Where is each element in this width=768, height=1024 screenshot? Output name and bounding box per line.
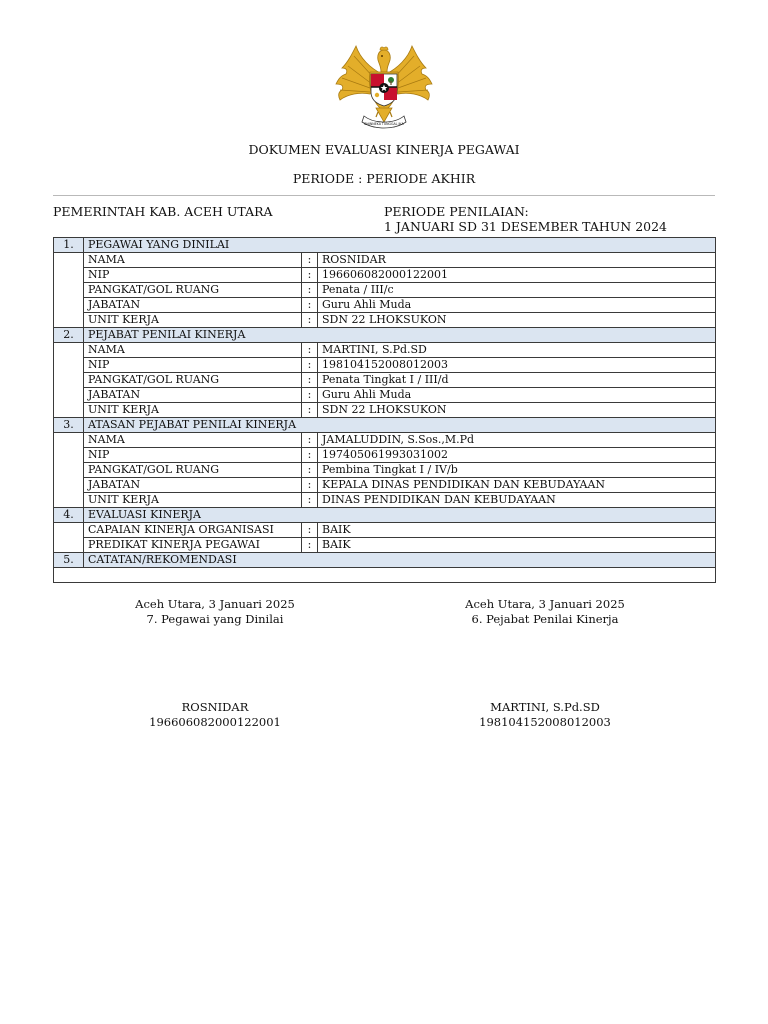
period-title: PERIODE : PERIODE AKHIR: [292, 171, 476, 186]
number-spacer: [54, 253, 84, 328]
separator: :: [302, 313, 318, 328]
signatory-name: ROSNIDAR: [181, 700, 249, 714]
table-row: [54, 463, 716, 478]
notes-row: [54, 568, 716, 583]
field-label: NAMA: [84, 433, 302, 448]
separator: :: [302, 493, 318, 508]
section-title: PEGAWAI YANG DINILAI: [84, 238, 716, 253]
signature-place-date: Aceh Utara, 3 Januari 2025: [135, 597, 295, 611]
separator: :: [302, 448, 318, 463]
field-value: MARTINI, S.Pd.SD: [318, 343, 716, 358]
field-label: NIP: [84, 448, 302, 463]
field-label: JABATAN: [84, 478, 302, 493]
field-value: 196606082000122001: [318, 268, 716, 283]
field-value: Penata Tingkat I / III/d: [318, 373, 716, 388]
field-value: SDN 22 LHOKSUKON: [318, 313, 716, 328]
header-divider: [53, 195, 715, 196]
assessment-period-label: PERIODE PENILAIAN:: [384, 204, 529, 219]
assessor-signature-header: [385, 597, 705, 627]
field-label: CAPAIAN KINERJA ORGANISASI: [84, 523, 302, 538]
table-row: [54, 373, 716, 388]
field-value: ROSNIDAR: [318, 253, 716, 268]
separator: :: [302, 253, 318, 268]
field-label: PANGKAT/GOL RUANG: [84, 373, 302, 388]
signatory-nip: 196606082000122001: [149, 715, 281, 729]
section-title: CATATAN/REKOMENDASI: [84, 553, 716, 568]
separator: :: [302, 283, 318, 298]
evaluation-table: [53, 237, 716, 583]
separator: :: [302, 298, 318, 313]
separator: :: [302, 478, 318, 493]
field-label: JABATAN: [84, 388, 302, 403]
field-label: PANGKAT/GOL RUANG: [84, 283, 302, 298]
separator: :: [302, 268, 318, 283]
table-row: [54, 298, 716, 313]
section-header-supervisor: [54, 418, 716, 433]
table-row: [54, 268, 716, 283]
svg-text:BHINNEKA TUNGGAL IKA: BHINNEKA TUNGGAL IKA: [364, 122, 404, 126]
field-value: BAIK: [318, 538, 716, 553]
section-number: 3.: [54, 418, 84, 433]
field-value: 198104152008012003: [318, 358, 716, 373]
separator: :: [302, 373, 318, 388]
section-header-evaluation: [54, 508, 716, 523]
section-title: PEJABAT PENILAI KINERJA: [84, 328, 716, 343]
section-header-assessor: [54, 328, 716, 343]
field-label: PREDIKAT KINERJA PEGAWAI: [84, 538, 302, 553]
assessment-period: [384, 204, 667, 234]
section-header-employee: [54, 238, 716, 253]
field-value: Pembina Tingkat I / IV/b: [318, 463, 716, 478]
signature-role: 6. Pejabat Penilai Kinerja: [471, 612, 619, 626]
field-value: 197405061993031002: [318, 448, 716, 463]
field-label: NIP: [84, 268, 302, 283]
field-value: Penata / III/c: [318, 283, 716, 298]
garuda-pancasila-emblem-icon: [334, 44, 434, 132]
table-row: [54, 283, 716, 298]
section-number: 5.: [54, 553, 84, 568]
field-label: NAMA: [84, 343, 302, 358]
employee-signature-block: [55, 700, 375, 730]
separator: :: [302, 403, 318, 418]
field-label: UNIT KERJA: [84, 313, 302, 328]
notes-content: [54, 568, 716, 583]
table-row: [54, 493, 716, 508]
section-title: EVALUASI KINERJA: [84, 508, 716, 523]
assessment-period-range: 1 JANUARI SD 31 DESEMBER TAHUN 2024: [384, 219, 668, 234]
separator: :: [302, 523, 318, 538]
table-row: [54, 388, 716, 403]
table-row: [54, 433, 716, 448]
field-value: Guru Ahli Muda: [318, 388, 716, 403]
table-row: [54, 538, 716, 553]
section-header-notes: [54, 553, 716, 568]
section-number: 2.: [54, 328, 84, 343]
table-row: [54, 253, 716, 268]
table-row: [54, 343, 716, 358]
field-label: UNIT KERJA: [84, 403, 302, 418]
field-label: UNIT KERJA: [84, 493, 302, 508]
table-row: [54, 313, 716, 328]
field-label: JABATAN: [84, 298, 302, 313]
field-label: NIP: [84, 358, 302, 373]
separator: :: [302, 343, 318, 358]
signatory-name: MARTINI, S.Pd.SD: [490, 700, 600, 714]
employee-signature-header: [55, 597, 375, 627]
institution-name: PEMERINTAH KAB. ACEH UTARA: [53, 204, 273, 219]
separator: :: [302, 433, 318, 448]
field-value: BAIK: [318, 523, 716, 538]
field-value: JAMALUDDIN, S.Sos.,M.Pd: [318, 433, 716, 448]
separator: :: [302, 463, 318, 478]
assessor-signature-block: [385, 700, 705, 730]
signatory-nip: 198104152008012003: [479, 715, 611, 729]
table-row: [54, 448, 716, 463]
table-row: [54, 523, 716, 538]
field-value: KEPALA DINAS PENDIDIKAN DAN KEBUDAYAAN: [318, 478, 716, 493]
table-row: [54, 403, 716, 418]
field-value: SDN 22 LHOKSUKON: [318, 403, 716, 418]
number-spacer: [54, 523, 84, 553]
section-number: 4.: [54, 508, 84, 523]
separator: :: [302, 358, 318, 373]
field-label: PANGKAT/GOL RUANG: [84, 463, 302, 478]
table-row: [54, 478, 716, 493]
table-row: [54, 358, 716, 373]
section-number: 1.: [54, 238, 84, 253]
signature-place-date: Aceh Utara, 3 Januari 2025: [465, 597, 625, 611]
number-spacer: [54, 433, 84, 508]
signature-role: 7. Pegawai yang Dinilai: [146, 612, 284, 626]
field-value: Guru Ahli Muda: [318, 298, 716, 313]
separator: :: [302, 388, 318, 403]
document-title: DOKUMEN EVALUASI KINERJA PEGAWAI: [248, 142, 520, 157]
section-title: ATASAN PEJABAT PENILAI KINERJA: [84, 418, 716, 433]
field-value: DINAS PENDIDIKAN DAN KEBUDAYAAN: [318, 493, 716, 508]
field-label: NAMA: [84, 253, 302, 268]
number-spacer: [54, 343, 84, 418]
separator: :: [302, 538, 318, 553]
